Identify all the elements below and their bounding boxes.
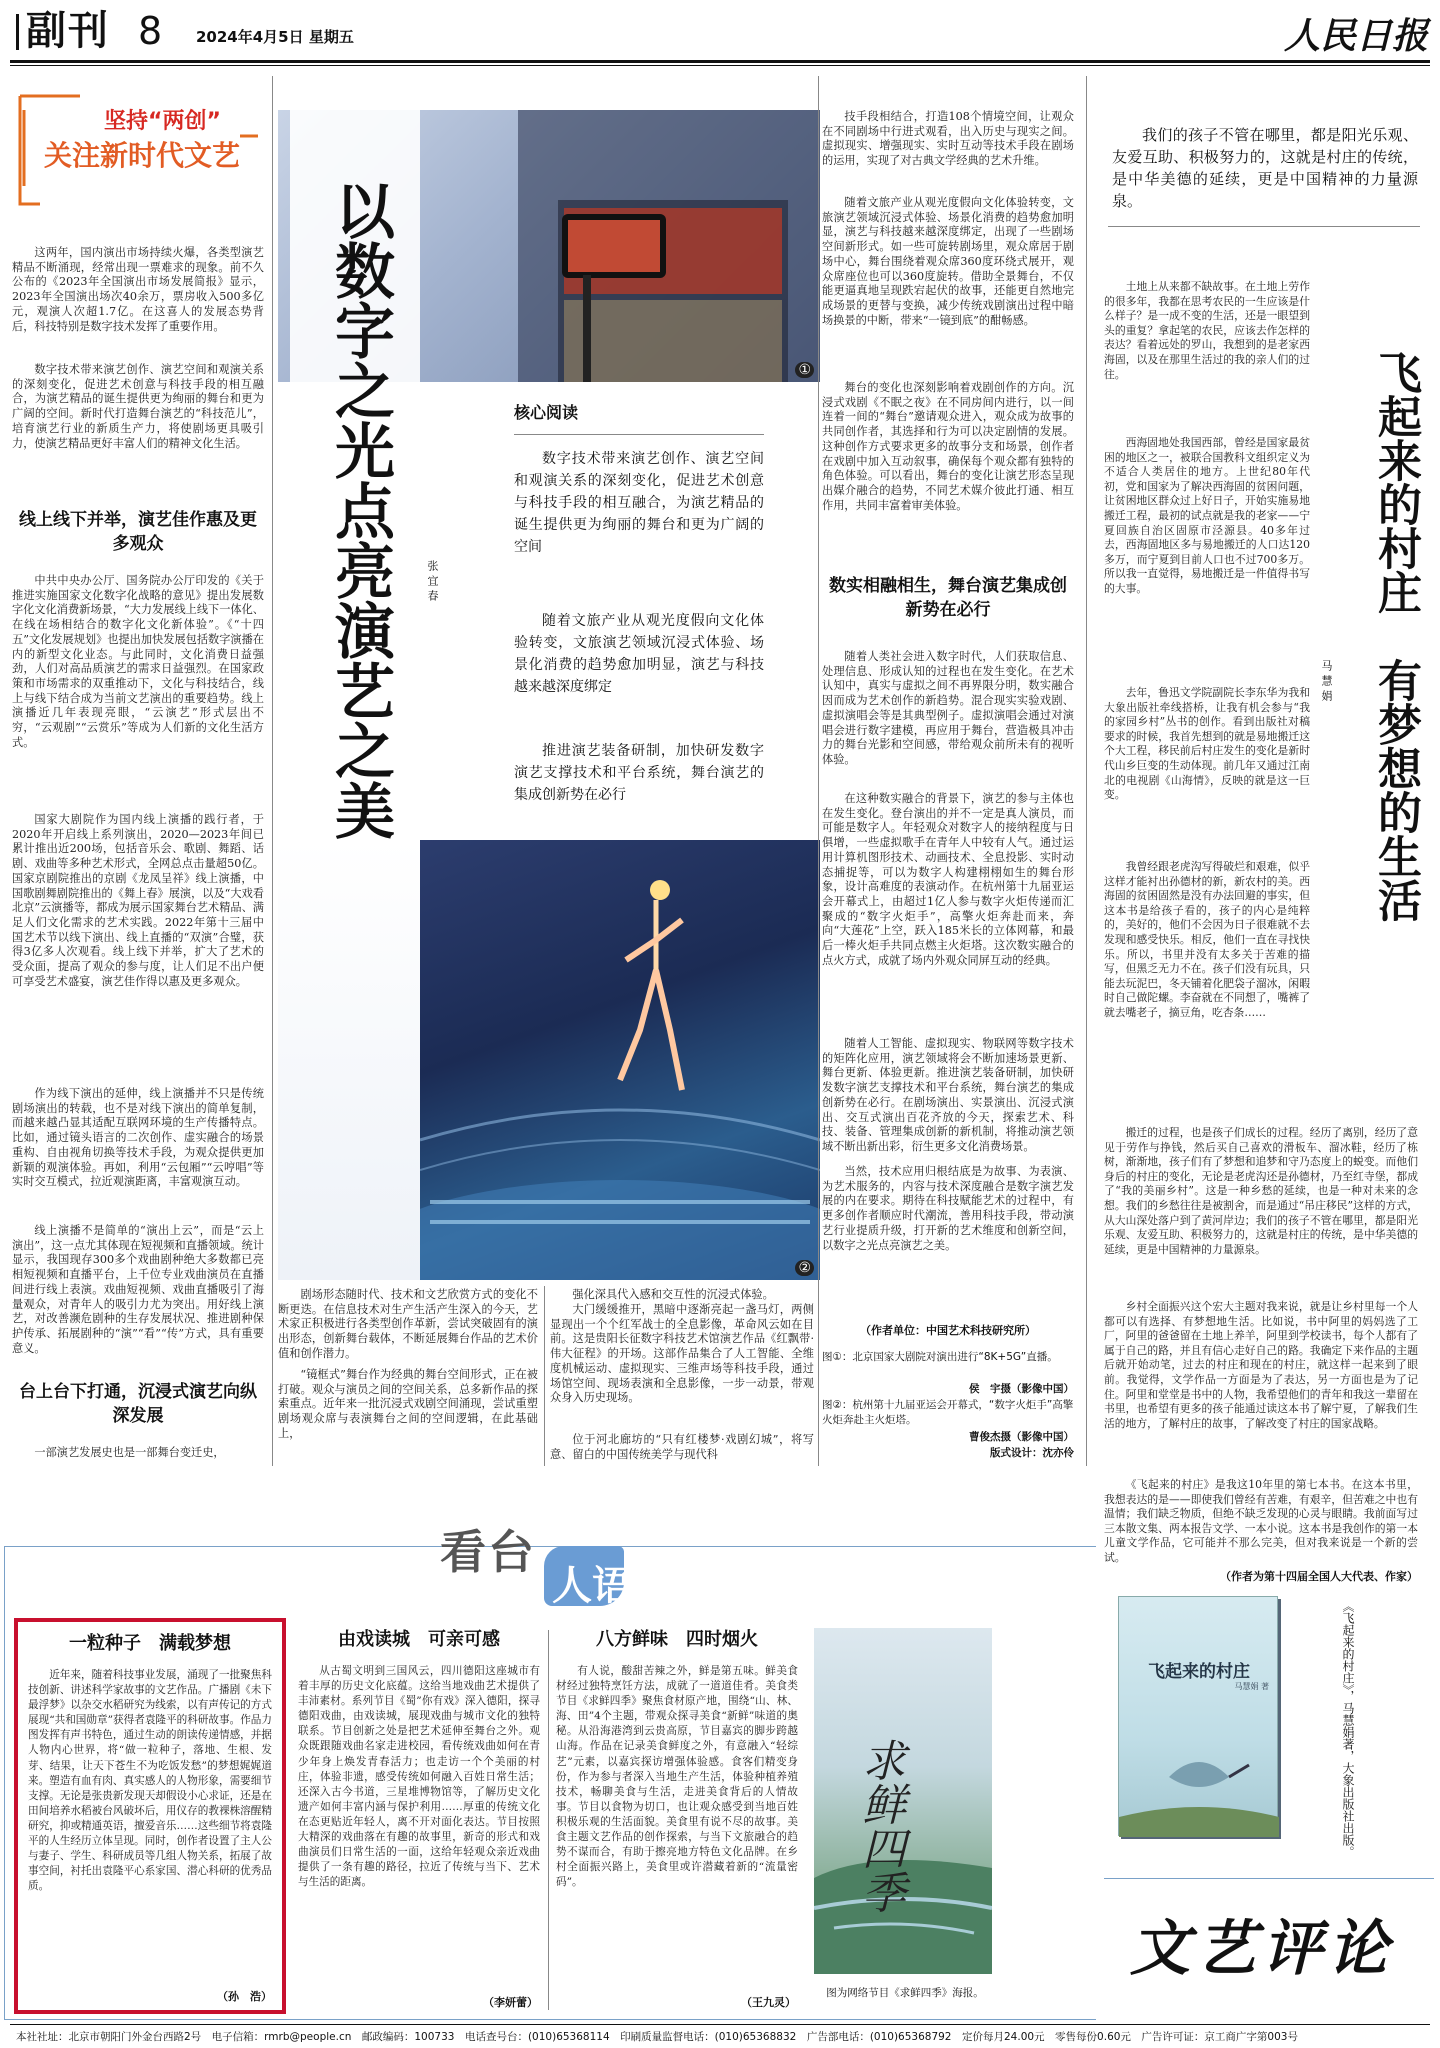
- col2b-p1: 剧场形态随时代、技术和文艺欣赏方式的变化不断更迭。在信息技术对生产生活产生深入的今天，艺术家正积极进行各类型创作革新，尝试突破固有的演出形态，创新舞台载体，不断延展舞台作品的艺术价值和创作潜力。: [278, 1288, 538, 1360]
- book-cover-title: 飞起来的村庄: [1148, 1662, 1250, 1682]
- title-tail: [278, 840, 420, 1280]
- layout-designer: 版式设计：沈亦伶: [990, 1447, 1074, 1459]
- photo1-badge: ①: [795, 362, 814, 378]
- col4-p7: 当然，技术应用归根结底是为故事、为表演、为艺术服务的，内容与技术深度融合是数字演艺发展的内在要求。期待在科技赋能艺术的过程中，有更多创作者顺应时代潮流，善用科技手段，带动演艺行业提质升级，打开新的艺术维度和创新空间，以数字之光点亮演艺之美。: [822, 1165, 1074, 1252]
- col5-p2: 西海固地处我国西部，曾经是国家最贫困的地区之一，被联合国教科文组织定义为不适合人类居住的地方。上世纪80年代初，党和国家为了解决西海固的贫困问题，让贫困地区群众过上好日子，开始实施易地搬迁工程，最初的试点就是我的老家——宁夏回族自治区固原市泾源县。40多年过去，西海固地区多与易地搬迁的人口达120多万，而宁夏到目前人口也不过700多万。所以我一直觉得，易地搬迁是一件值得书写的大事。: [1104, 436, 1310, 595]
- author-unit: （作者单位：中国艺术科技研究所）: [860, 1324, 1036, 1337]
- col5-p5: 搬迁的过程，也是孩子们成长的过程。经历了离别，经历了意见于劳作与挣钱，然后买自己喜欢的滑板车、溜冰鞋，经历了栋树，渐渐地，孩子们有了梦想和追梦和守乃态度上的蜕变。而他们身后的村庄的变化，无论是老虎沟还是孙德材，乃至红寺堡，都成了“我的美丽乡村”。这是一种乡愁的延续，也是一种对未来的念想。我们的乡愁往往是被割舍，而是通过“吊庄移民”这样的方式，从大山深处落户到了黄河岸边；我们的孩子不管在哪里，都是阳光乐观、友爱互助、积极努力的，这就是村庄的传统，是中华美德的延续，更是中国精神的力量源泉。: [1104, 1126, 1418, 1256]
- col5-p6: 乡村全面振兴这个宏大主题对我来说，就是让乡村里每一个人都可以有选择、有梦想地生活。比如说，书中阿里的妈妈选了工厂，阿里的爸爸留在土地上养羊，阿里到学校读书，每个人都有了属于自己的路，并且有信心走好自己的路。我确定下来作品的主题后就开始动笔，过去的村庄和现在的村庄，就这样一起来到了眼前。我觉得，文学作品一方面是为了表达，另一方面也是为了记住。阿里和堂堂是书中的人物，我希望他们的青年和我这一辈留在书里，也希望有更多的孩子能通过读这本书了解宁夏，了解我们生活的地方，了解村庄的故事，了解改变了村庄的国家战略。: [1104, 1300, 1418, 1430]
- column-tag: [10, 76, 270, 216]
- col2b-p2: “镜框式”舞台作为经典的舞台空间形式，正在被打破。观众与演员之间的空间关系，总多新作品的探索重点。近年来一批沉浸式戏剧空间涌现，尝试重塑剧场观众席与表演舞台之间的空间逻辑，在此基础上，: [278, 1368, 538, 1440]
- photo-torch: [420, 840, 820, 1280]
- poster-caption: 图为网络节目《求鲜四季》海报。: [826, 1987, 984, 1999]
- poster-title: 求鲜四季: [854, 1738, 905, 1914]
- wenyi-logo: 文艺评论: [1130, 1914, 1394, 1984]
- core-item-1: 数字技术带来演艺创作、演艺空间和观演关系的深刻变化，促进艺术创意与科技手段的相互融合，为演艺精品的诞生提供更为绚丽的舞台和更为广阔的空间: [514, 451, 764, 555]
- book-review-author: 马慧娟: [1320, 660, 1333, 705]
- col1-p4: 国家大剧院作为国内线上演播的践行者，于2020年开启线上系列演出，2020—2023年间已累计推出近200场，包括音乐会、歌剧、舞蹈、话剧、戏曲等多种艺术形式，全网总点击量超50亿。国家京剧院推出的京剧《龙凤呈祥》线上演播，中国歌剧舞剧院推出的《舞上春》展演，以及“大戏看北京”云演播等，都成为展示国家舞台艺术精品、满足人们文化需求的艺术实践。2022年第十三届中国艺术节以线下演出、线上直播的“双演”合璧，获得3亿多人次观看。线上线下并举，扩大了艺术的受众面，提高了观众的参与度，让人们足不出户便可享受艺术盛宴，演艺佳作得以惠及更多观众。: [12, 813, 264, 988]
- caption-2-credit: 曹俊杰摄（影像中国）: [969, 1431, 1074, 1443]
- book-info: 《飞起来的村庄》，马慧娟著，大象出版社出版。: [1341, 1600, 1355, 1858]
- col5-p1: 土地上从来都不缺故事。在土地上劳作的很多年，我都在思考农民的一生应该是什么样子？是一成不变的生活，还是一眼望到头的重复？拿起笔的农民，应该去作怎样的表达？看着远处的罗山，我想到的是老家西海固，以及在那里生活过的我的亲人们的过往。: [1104, 280, 1310, 381]
- article-2-title: 由戏读城 可亲可感: [338, 1629, 500, 1650]
- col1-subhead1: 线上线下并举，演艺佳作惠及更多观众: [19, 510, 257, 554]
- section-name: 副刊: [26, 8, 110, 54]
- core-reading-title: 核心阅读: [514, 403, 579, 422]
- col3b-p3: 位于河北廊坊的“只有红楼梦·戏剧幻城”，将写意、留白的中国传统美学与现代科: [550, 1433, 814, 1461]
- article-1-title: 一粒种子 满载梦想: [69, 1633, 231, 1654]
- masthead: [0, 0, 1440, 62]
- article-card-2: [296, 1624, 542, 2014]
- column-tag-line2: 关注新时代文艺: [44, 139, 241, 172]
- col1-p5: 作为线下演出的延伸，线上演播并不只是传统剧场演出的转载，也不是对线下演出的简单复制，而越来越凸显其适配互联网环境的生产传播特点。比如，通过镜头语言的二次创作、虚实融合的场景重构、自由视角切换等技术手段，为观众提供更加新颖的观演体验。再如，利用“云包厢”“云哼唱”等实时交互模式，拉近观演距离，丰富观演互动。: [12, 1087, 264, 1189]
- caption-2: 图②：杭州第十九届亚运会开幕式，“数字火炬手”高擎火炬奔赴主火炬塔。: [822, 1399, 1074, 1426]
- col3b-p1: 强化深具代入感和交互性的沉浸式体验。: [572, 1288, 774, 1301]
- col5-p3: 去年，鲁迅文学院副院长李东华为我和大象出版社牵线搭桥，让我有机会参与“我的家园乡村”丛书的创作。看到出版社对稿要求的时候，我首先想到的就是易地搬迁这个大工程，移民前后村庄发生的变化是新时代山乡巨变的生动体现。前几年又通过江南北的电视剧《山海情》，反映的就是这一巨变。: [1104, 686, 1310, 802]
- kantai-logo: [440, 1516, 660, 1612]
- article-card-3: [554, 1624, 800, 2014]
- col4-subhead: 数实相融相生，舞台演艺集成创新势在必行: [829, 576, 1067, 620]
- issue-date: 2024年4月5日 星期五: [196, 28, 354, 46]
- col1-p2: 数字技术带来演艺创作、演艺空间和观演关系的深刻变化，促进艺术创意与科技手段的相互融合，为演艺精品的诞生提供更为绚丽的舞台和更为广阔的空间。新时代打造舞台演艺的“科技范儿”，培育演艺行业的新质生产力，将使剧场更具吸引力，使演艺精品更好丰富人们的精神文化生活。: [12, 363, 264, 450]
- book-cover: [1118, 1596, 1278, 1836]
- col4-p3: 舞台的变化也深刻影响着戏剧创作的方向。沉浸式戏剧《不眠之夜》在不同房间内进行，以一间连着一间的“舞台”邀请观众进入，观众成为故事的共同创作者，其选择和行为可以决定剧情的发展。这种创作方式要求更多的故事分支和场景，创作者在戏剧中加入互动叙事，确保每个观众都有独特的角色体验。可以看出，舞台的变化让演艺形态呈现出媒介融合的趋势，不同艺术媒介彼此打通、相互作用，共同丰富着审美体验。: [822, 381, 1074, 512]
- article-2-author: （李妍蕾）: [483, 1996, 538, 2009]
- book-review-title: 飞起来的村庄 有梦想的生活: [1370, 350, 1421, 922]
- col1-p6: 线上演播不是简单的“演出上云”，而是“云上演出”，这一点尤其体现在短视频和直播领域。统计显示，我国现存300多个戏曲剧种绝大多数都已亮相短视频和直播平台，上千位专业戏曲演员在直播间进行线上表演。戏曲短视频、戏曲直播吸引了海量观众，对青年人的吸引力尤为突出。用好线上演艺，对改善濒危剧种的生存发展状况、推进剧种保护传承、拓展剧种的“演”“看”“传”方式，具有重要意义。: [12, 1224, 264, 1355]
- column-tag-line1: 坚持“两创”: [104, 109, 221, 134]
- core-reading: [508, 390, 772, 830]
- caption-1: 图①：北京国家大剧院对演出进行“8K+5G”直播。: [822, 1351, 1058, 1363]
- col1-p7: 一部演艺发展史也是一部舞台变迁史，: [34, 1446, 225, 1459]
- article-1-author: （孙 浩）: [217, 1990, 272, 2003]
- col5-p4: 我曾经跟老虎沟写得破烂和艰难，似乎这样才能衬出孙德材的新，新农村的美。西海固的贫困固然是没有办法回避的事实，但这本书是给孩子看的，孩子的内心是纯粹的，美好的，他们不会因为日子很难就不去发现和感受快乐。相反，他们一直在寻找快乐。所以，书里并没有太多关于苦难的描写，但黑乏无力不在。孩子们没有玩具，只能去玩泥巴，冬天铺着化肥袋子溜冰，闲暇时自己做陀螺。李奋就在不同想了，嘴裤了就去嘴老子，摘豆角，吃杏条……: [1104, 860, 1310, 1019]
- col5-author-note: （作者为第十四届全国人大代表、作家）: [1220, 1570, 1418, 1583]
- article-2-body: 从古蜀文明到三国风云，四川德阳这座城市有着丰厚的历史文化底蕴。这给当地戏曲艺术提供了丰沛素材。系列节目《蜀”你有戏》深入德阳，探寻德阳戏曲，由戏读城，展现戏曲与城市文化的独特联系。节目创新之处是把艺术延伸至舞台之外。观众既跟随戏曲名家走进校园，看传统戏曲如何在青少年身上焕发青春活力；也走访一个个美丽的村庄，体验非遗，感受传统如何融入百姓日常生活；还深入古今书道，三星堆博物馆等，了解历史文化遗产如何丰富内涵与保护利用……厚重的传统文化在态更贴近年轻人，离不开对面化表达。节目按照大精深的戏曲落在有趣的故事里，新奇的形式和戏曲演员们日常生活的一面，这给年轻观众亲近戏曲提供了一条有趣的路径，拉近了传统与当下、艺术与生活的距离。: [298, 1665, 540, 1889]
- col5-p7: 《飞起来的村庄》是我这10年里的第七本书。在这本书里，我想表达的是——即使我们曾经有苦难，有艰辛，但苦难之中也有温情；我们缺乏物质，但绝不缺乏发现的心灵与眼睛。我前面写过三本散文集、两本报告文学、一本小说。这本书是我创作的第一本儿童文学作品，它可能并不那么完美，但对我来说是一个新的尝试。: [1104, 1478, 1418, 1564]
- book-cover-bird-icon: [1119, 1717, 1279, 1837]
- col4-p5: 在这种数实融合的背景下，演艺的参与主体也在发生变化。登台演出的并不一定是真人演员，而可能是数字人。年轻观众对数字人的接纳程度与日俱增，一些虚拟歌手在青年人中较有人气。通过运用计算机图形技术、动画技术、全息投影、实时动态捕捉等，可以为数字人构建栩栩如生的舞台形象，设计高难度的表演动作。在杭州第十九届亚运会开幕式上，由超过1亿人参与数字火炬传递而汇聚成的“数字火炬手”，高擎火炬奔赴而来，奔向“大莲花”上空，跃入185米长的立体网幕，和最后一棒火炬手共同点燃主火炬塔。这次数实融合的点火方式，成就了场内外观众同屏互动的经典。: [822, 792, 1074, 967]
- footer: 本社社址：北京市朝阳门外金台西路2号 电子信箱：rmrb@people.cn 邮政编码：100733 电话查号台：(010)65368114 印刷质量监督电话：(010)65368832 广告部电话：(010)65368792 定价每月24.00元 零售每份0.60元 广告许可证：京工商广字第003号: [16, 2031, 1298, 2043]
- kantai-logo-word1: 看台: [440, 1525, 536, 1579]
- page-number: 8: [138, 9, 163, 53]
- main-title: 以数字之光点亮演艺之美: [325, 180, 395, 840]
- kantai-logo-word2: 人语: [552, 1563, 632, 1609]
- article-card-1: [14, 1618, 286, 2014]
- col1-p1: 这两年，国内演出市场持续火爆，各类型演艺精品不断涌现，经常出现一票难求的现象。前不久公布的《2023年全国演出市场发展简报》显示，2023年全国演出场次40余万，票房收入500多亿元，观演人次超1.7亿。在这喜人的发展态势背后，科技特别是数字技术发挥了重要作用。: [12, 246, 264, 333]
- core-item-3: 推进演艺装备研制，加快研发数字演艺支撑技术和平台系统，舞台演艺的集成创新势在必行: [514, 743, 764, 803]
- col4-p2: 随着文旅产业从观光度假向文化体验转变，文旅演艺领域沉浸式体验、场景化消费的趋势愈加明显，演艺与科技越来越深度绑定，出现了一些剧场空间新形式。如一些可旋转剧场里，观众席居于剧场中心，舞台围绕着观众席360度环绕式展开，观众席座位也可以360度旋转。借助全景舞台，不仅能更逼真地呈现跌宕起伏的故事，还能更自然地完成场景的更替与变换，减少传统戏剧演出过程中暗场换景的中断，带来“一镜到底”的酣畅感。: [822, 196, 1074, 327]
- book-cover-author: 马慧娟 著: [1234, 1682, 1269, 1691]
- photo2-badge: ②: [795, 1260, 814, 1276]
- book-intro: 我们的孩子不管在哪里，都是阳光乐观、友爱互助、积极努力的，这就是村庄的传统，是中华美德的延续，更是中国精神的力量源泉。: [1112, 126, 1418, 210]
- col3b-p2: 大门缓缓推开，黑暗中逐渐亮起一盏马灯，两侧显现出一个个红军战士的全息影像，革命风云如在目前。这是贵阳长征数字科技艺术馆演艺作品《红飘带·伟大征程》的开场。这部作品集合了人工智能、全维度机械运动、虚拟现实、三维声场等科技手段，通过场馆空间、现场表演和全息影像，一步一动景，带观众身入历史现场。: [550, 1303, 814, 1405]
- col1-subhead2: 台上台下打通，沉浸式演艺向纵深发展: [19, 1382, 257, 1426]
- article-3-body: 有人说，酸甜苦辣之外，鲜是第五味。鲜美食材经过独特烹饪方法，成就了一道道佳肴。美食类节目《求鲜四季》聚焦食材原产地，围绕“山、林、海、田”4个主题，带观众探寻美食“新鲜”味道的奥秘。从沿海港湾到云贵高原，节目嘉宾的脚步跨越山海。作品在记录美食鲜度之外，有意融入“轻综艺”元素，以嘉宾探访增强体验感。食客们精变身份，作为参与者深入当地生产生活，体验种植养殖技术，畅聊美食与生活，走进美食背后的人情故事。节目以食物为切口，也让观众感受到当地百姓积极乐观的生活面貌。美食里有说不尽的故事。美食主题文艺作品的创作探索，与当下文旅融合的趋势不谋而合，有助于擦亮地方特色文化品牌。在乡村全面振兴路上，美食里或许潜藏着新的“流量密码”。: [556, 1665, 798, 1889]
- article-3-title: 八方鲜味 四时烟火: [596, 1629, 758, 1650]
- photo-torch-art: [420, 840, 820, 1280]
- col4-p4: 随着人类社会进入数字时代，人们获取信息、处理信息、形成认知的过程也在发生变化。在艺术认知中，真实与虚拟之间不再界限分明，数实融合因而成为艺术创作的新趋势。混合现实实验戏剧、虚拟演唱会等是其典型例子。虚拟演唱会通过对演唱会进行数字建模，再应用于舞台，营造极具冲击力的舞台光影和空间感，带给观众前所未有的视听体验。: [822, 650, 1074, 766]
- poster-image: [814, 1628, 992, 1974]
- col4-p1: 技手段相结合，打造108个情境空间，让观众在不同剧场中行进式观看，出入历史与现实之间。虚拟现实、增强现实、实时互动等技术手段在剧场的运用，实现了对古典文学经典的艺术升维。: [822, 110, 1074, 168]
- wenyi-logo-box: [1104, 1878, 1434, 2008]
- core-item-2: 随着文旅产业从观光度假向文化体验转变，文旅演艺领域沉浸式体验、场景化消费的趋势愈加明显，演艺与科技越来越深度绑定: [514, 613, 764, 695]
- paper-logo: 人民日报: [1284, 15, 1429, 57]
- main-author: 张宜春: [426, 560, 439, 605]
- col4-p6: 随着人工智能、虚拟现实、物联网等数字技术的矩阵化应用，演艺领域将会不断加速场景更新、舞台更新、体验更新。推进演艺装备研制，加快研发数字演艺支撑技术和平台系统，舞台演艺的集成创新势在必行。在剧场演出、实景演出、沉浸式演出、交互式演出百花齐放的今天，探索艺术、科技、装备、管理集成创新的新机制，将推动演艺领域不断出新出彩，衍生更多文化消费场景。: [822, 1037, 1074, 1153]
- col1-p3: 中共中央办公厅、国务院办公厅印发的《关于推进实施国家文化数字化战略的意见》提出发展数字化文化消费新场景，“大力发展线上线下一体化、在线在场相结合的数字化文化新体验”。《“十四五”文化发展规划》也提出加快发展包括数字演播在内的新型文化业态。与此同时，文化消费日益强劲，人们对高品质演艺的需求日益强烈。在国家政策和市场需求的双重推动下，文化与科技结合，线上与线下结合成为当前文艺演出的重要趋势。线上演播近几年表现亮眼，“云演艺”形式层出不穷，“云观剧”“云赏乐”等成为人们新的文化生活方式。: [12, 574, 264, 749]
- article-1-body: 近年来，随着科技事业发展，涌现了一批聚焦科技创新、讲述科学家故事的文艺作品。广播剧《未下最浮梦》以杂交水稻研究为线索，以有声传记的方式展现“共和国勋章”获得者袁隆平的科研故事。作品力图发挥有声书特色，通过生动的朗读传递情感，并据人物内心世界，将“做一粒种子，落地、生根、发芽、结果，让天下苍生不为吃饭发愁”的梦想娓娓道来。塑造有血有肉、真实感人的人物形象，需要细节支撑。无论是张贵新发现天却假设小心求证，还是在田间培养水稻被台风破坏后，用仪存的教裸株溶醒精研究，抑或精通英语，擅爱音乐……这些细节将袁隆平的人生经历立体呈现。同时，创作者设置了主人公与妻子、学生、科研成员等几组人物关系，拓展了故事空间，衬托出袁隆平心系家国、潜心科研的优秀品质。: [28, 1669, 272, 1893]
- caption-1-credit: 侯 宇摄（影像中国）: [969, 1383, 1074, 1395]
- article-3-author: （王九灵）: [741, 1996, 796, 2009]
